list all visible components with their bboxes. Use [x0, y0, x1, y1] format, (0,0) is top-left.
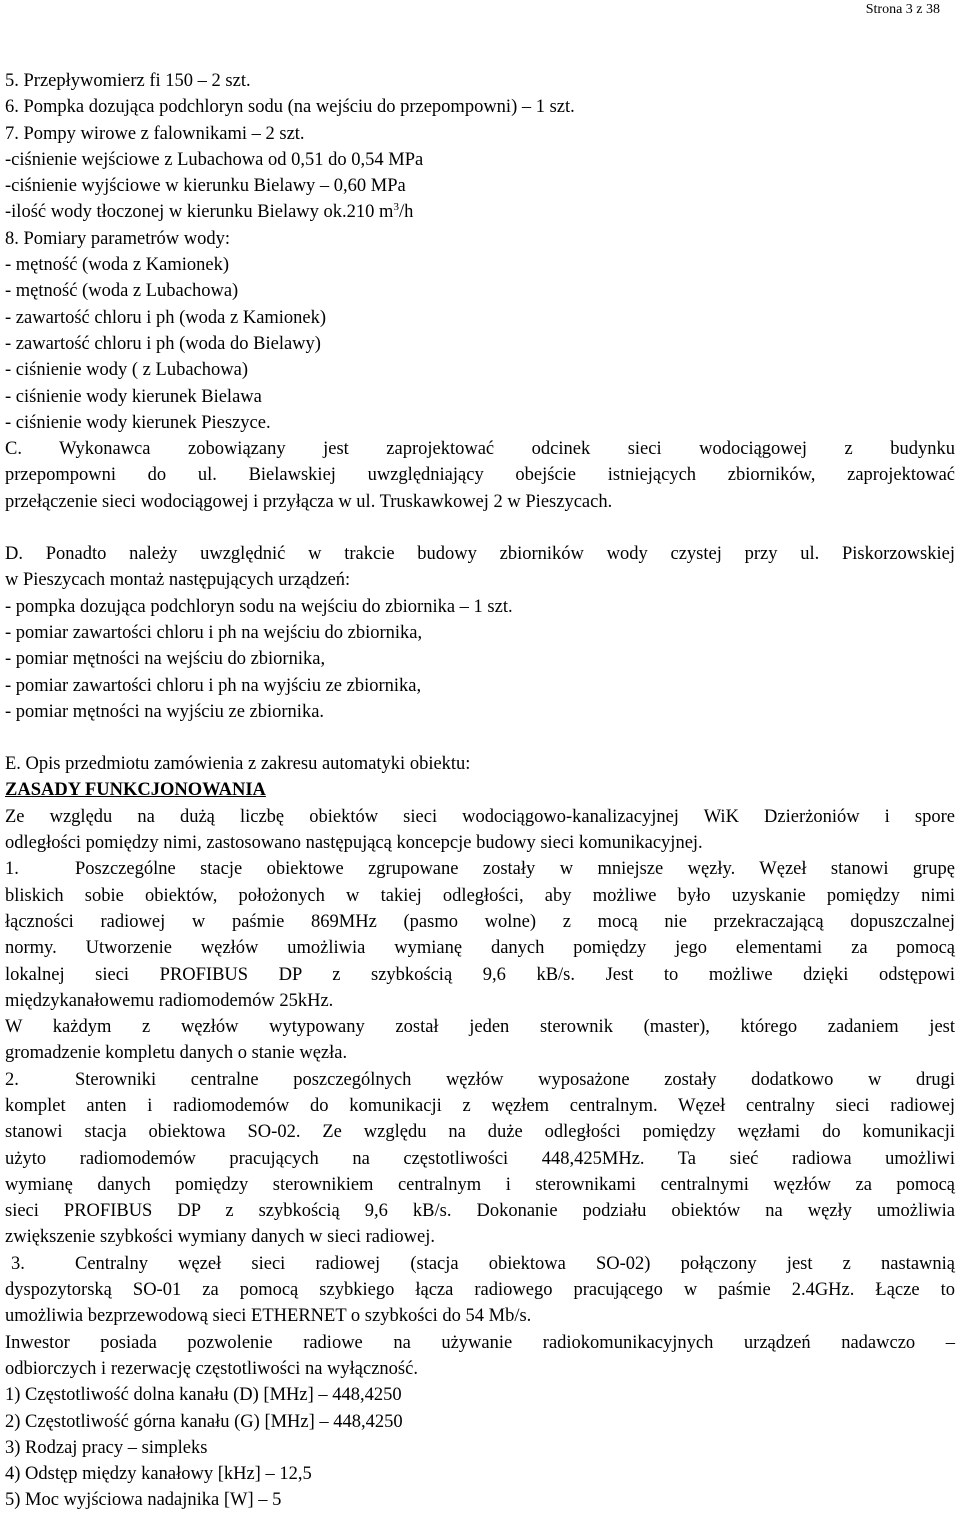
point-3 [5, 1251, 955, 1382]
point-text: Centralny węzeł sieci radiowej (stacja obiektowa SO-02) połączony jest z nastawnią [75, 1253, 955, 1274]
point-1 [5, 856, 955, 1066]
section-e [5, 751, 955, 1514]
page-number: Strona 3 z 38 [865, 2, 940, 17]
measurements-list [5, 226, 955, 436]
paragraph-line: odbiorczych i rezerwację częstotliwości na wyłączność. [5, 1358, 418, 1379]
list-item: 3) Rodzaj pracy – simpleks [5, 1437, 208, 1458]
paragraph-line: międzykanałowemu radiomodemów 25kHz. [5, 990, 334, 1011]
paragraph-line: Inwestor posiada pozwolenie radiowe na używanie radiokomunikacyjnych urządzeń nadawczo – [5, 1332, 955, 1353]
list-item: 7. Pompy wirowe z falownikami – 2 szt. [5, 123, 305, 144]
list-item: - mętność (woda z Kamionek) [5, 255, 229, 276]
list-item: 5. Przepływomierz fi 150 – 2 szt. [5, 71, 251, 91]
paragraph-line: zwiększenie szybkości wymiany danych w sieci radiowej. [5, 1227, 435, 1248]
list-item: 4) Odstęp między kanałowy [kHz] – 12,5 [5, 1464, 312, 1485]
list-item: -ciśnienie wyjściowe w kierunku Bielawy – 0,60 MPa [5, 176, 406, 197]
measurements-title: 8. Pomiary parametrów wody: [5, 228, 231, 249]
paragraph-line: przepompowni do ul. Bielawskiej uwzględniający obejście istniejących zbiorników, zaprojektować [5, 465, 955, 486]
list-item: - ciśnienie wody ( z Lubachowa) [5, 360, 248, 381]
paragraph-line: bliskich sobie obiektów, położonych w takiej odległości, aby możliwe było uzyskanie pomiędzy nimi [5, 885, 955, 906]
paragraph-line: Ze względu na dużą liczbę obiektów sieci wodociągowo-kanalizacyjnej WiK Dzierżoniów i spore [5, 806, 955, 827]
paragraph-line: sieci PROFIBUS DP z szybkością 9,6 kB/s. Dokonanie podziału obiektów na węzły umożliwia [5, 1201, 955, 1222]
point-number: 2. [5, 1069, 19, 1090]
paragraph-line: odległości pomiędzy nimi, zastosowano następującą koncepcje budowy sieci komunikacyjnej. [5, 833, 703, 854]
paragraph-line: stanowi stacja obiektowa SO-02. Ze względu na duże odległości pomiędzy węzłami do komunikacji [5, 1122, 955, 1143]
list-item: - pomiar mętności na wejściu do zbiornika, [5, 649, 326, 670]
section-title: E. Opis przedmiotu zamówienia z zakresu automatyki obiektu: [5, 754, 471, 775]
list-item: - pomiar zawartości chloru i ph na wejściu do zbiornika, [5, 622, 423, 643]
paragraph-line: umożliwia bezprzewodową sieci ETHERNET o szybkości do 54 Mb/s. [5, 1306, 532, 1327]
list-item: - pompka dozująca podchloryn sodu na wejściu do zbiornika – 1 szt. [5, 596, 513, 617]
list-item: 2) Częstotliwość górna kanału (G) [MHz] – 448,4250 [5, 1411, 403, 1432]
paragraph-line: użyto radiomodemów pracujących na częstotliwości 448,425MHz. Ta sieć radiowa umożliwi [5, 1148, 955, 1169]
point-text: Poszczególne stacje obiektowe zgrupowane zostały w mniejsze węzły. Węzeł stanowi grupę [75, 859, 955, 880]
paragraph-line: C. Wykonawca zobowiązany jest zaprojektować odcinek sieci wodociągowej z budynku [5, 439, 955, 460]
flow-superscript: 3 [393, 201, 399, 214]
list-item: 5) Moc wyjściowa nadajnika [W] – 5 [5, 1490, 282, 1511]
list-item: - mętność (woda z Lubachowa) [5, 281, 239, 302]
point-first-line [5, 856, 955, 882]
point-text: Sterowniki centralne poszczególnych węzłów wyposażone zostały dodatkowo w drugi [75, 1069, 955, 1090]
section-d [5, 541, 955, 725]
paragraph-line: lokalnej sieci PROFIBUS DP z szybkością 9,6 kB/s. Jest to możliwe dzięki odstępowi [5, 964, 955, 985]
paragraph-line: W każdym z węzłów wytypowany został jeden sterownik (master), którego zadaniem jest [5, 1017, 955, 1038]
list-item: - ciśnienie wody kierunek Pieszyce. [5, 412, 271, 433]
zasady-heading: ZASADY FUNKCJONOWANIA [5, 780, 266, 801]
paragraph-line: łączności radiowej w paśmie 869MHz (pasmo wolne) z mocą nie przekraczającą dopuszczalnej [5, 911, 955, 932]
section-c [5, 436, 955, 515]
list-item: - ciśnienie wody kierunek Bielawa [5, 386, 262, 407]
list-item: -ciśnienie wejściowe z Lubachowa od 0,51 do 0,54 MPa [5, 149, 424, 170]
document-body [5, 68, 955, 1514]
paragraph-line: D. Ponadto należy uwzględnić w trakcie budowy zbiorników wody czystej przy ul. Piskorzowskiej [5, 544, 955, 565]
paragraph-line: normy. Utworzenie węzłów umożliwia wymianę danych pomiędzy jego elementami za pomocą [5, 938, 955, 959]
flow-unit: /h [398, 202, 414, 223]
radio-parameters-list [5, 1382, 955, 1513]
list-item: 1) Częstotliwość dolna kanału (D) [MHz] – 448,4250 [5, 1385, 402, 1406]
list-item: 6. Pompka dozująca podchloryn sodu (na wejściu do przepompowni) – 1 szt. [5, 97, 575, 118]
equipment-list [5, 68, 955, 226]
point-2 [5, 1067, 955, 1251]
list-item: - zawartość chloru i ph (woda z Kamionek) [5, 307, 327, 328]
flow-text: -ilość wody tłoczonej w kierunku Bielawy ok.210 m [5, 202, 394, 223]
list-item: - pomiar mętności na wyjściu ze zbiornika. [5, 701, 325, 722]
point-first-line [5, 1251, 955, 1277]
paragraph-line: wymianę danych pomiędzy sterownikiem centralnym i sterownikami centralnymi węzłów za pomocą [5, 1174, 955, 1195]
list-item: - pomiar zawartości chloru i ph na wyjściu ze zbiornika, [5, 675, 422, 696]
point-first-line [5, 1067, 955, 1093]
paragraph-line: przełączenie sieci wodociągowej i przyłącza w ul. Truskawkowej 2 w Pieszycach. [5, 491, 613, 512]
point-number: 1. [5, 859, 19, 880]
point-number: 3. [11, 1253, 25, 1274]
paragraph-line: w Pieszycach montaż następujących urządzeń: [5, 570, 351, 591]
paragraph-line: komplet anten i radiomodemów do komunikacji z węzłem centralnym. Węzeł centralny sieci radiowej [5, 1095, 955, 1116]
paragraph-line: gromadzenie kompletu danych o stanie węzła. [5, 1043, 348, 1064]
paragraph-line: dyspozytorską SO-01 za pomocą szybkiego łącza radiowego pracującego w paśmie 2.4GHz. Łącze to [5, 1280, 955, 1301]
list-item: - zawartość chloru i ph (woda do Bielawy) [5, 333, 321, 354]
flow-line [5, 199, 955, 225]
